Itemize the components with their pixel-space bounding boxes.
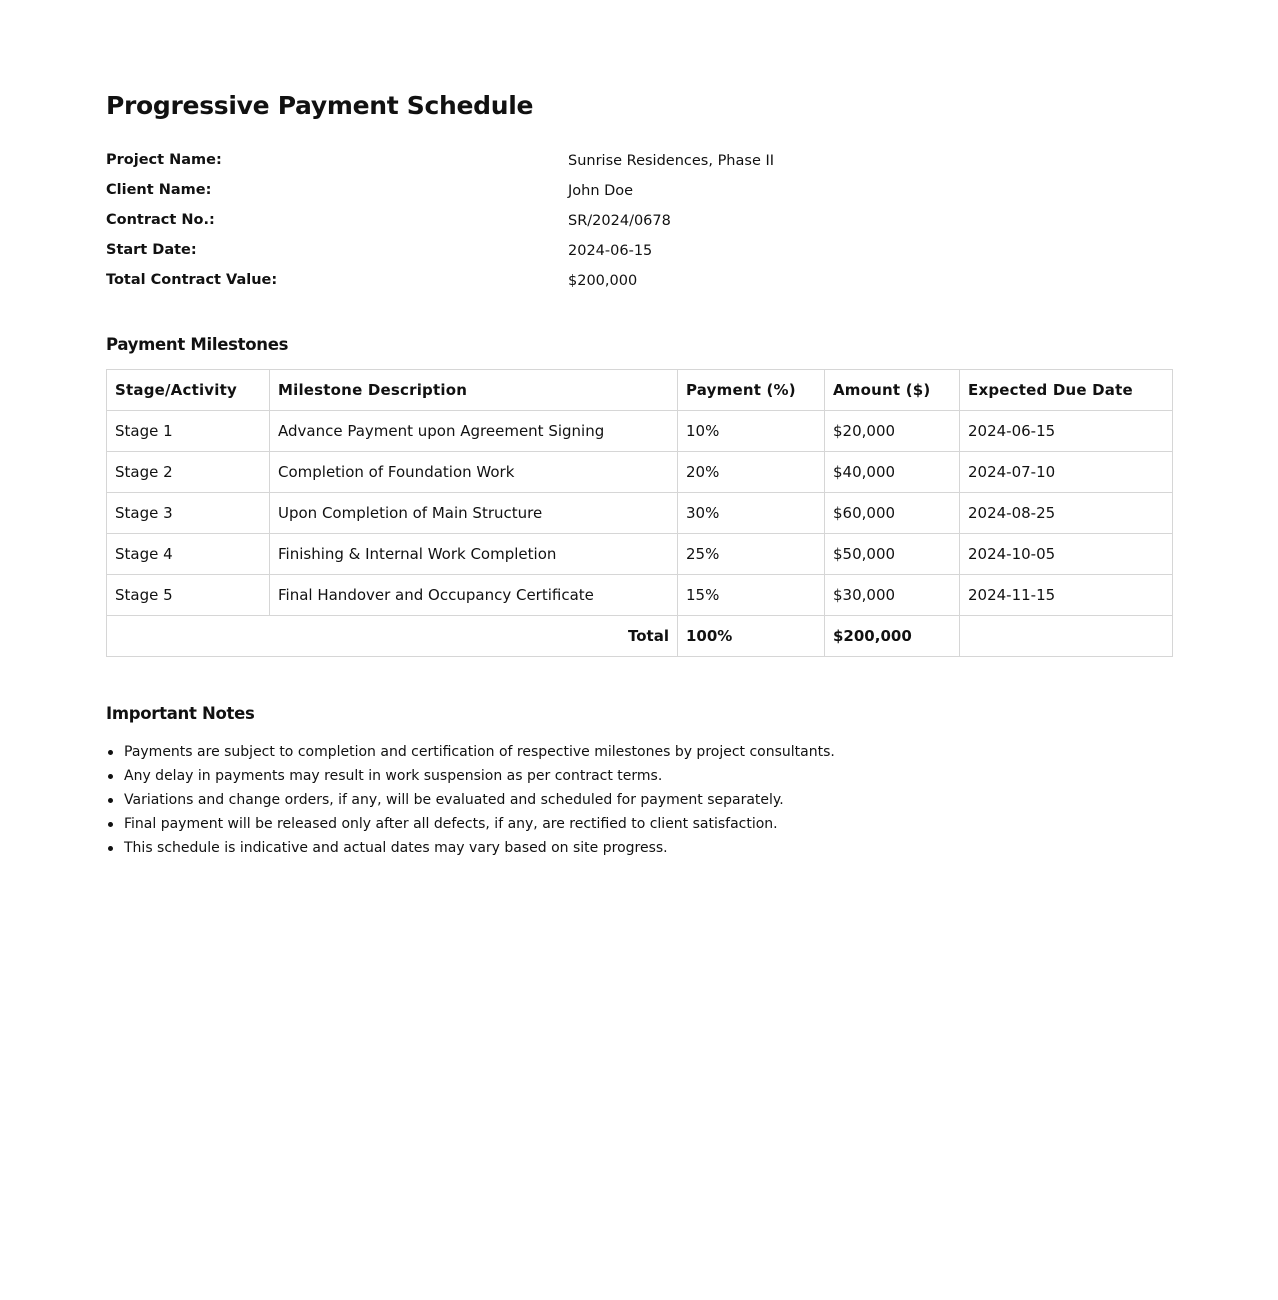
client-name-label: Client Name: <box>106 182 212 198</box>
table-row <box>107 411 1173 452</box>
bullet-icon <box>108 798 113 803</box>
column-header-due-date: Expected Due Date <box>960 370 1173 411</box>
description-cell: Advance Payment upon Agreement Signing <box>270 411 678 452</box>
info-row-start-date <box>106 235 1172 265</box>
bullet-icon <box>108 822 113 827</box>
info-row-total-value <box>106 265 1172 295</box>
note-text: This schedule is indicative and actual dates may vary based on site progress. <box>124 840 668 856</box>
milestones-table <box>106 369 1173 657</box>
total-label: Total <box>107 616 678 657</box>
total-value-value: $200,000 <box>568 273 638 289</box>
percent-cell: 20% <box>678 452 825 493</box>
project-info <box>106 145 1172 295</box>
total-value-label: Total Contract Value: <box>106 272 278 288</box>
info-row-client-name <box>106 175 1172 205</box>
amount-cell: $50,000 <box>825 534 960 575</box>
table-row <box>107 452 1173 493</box>
description-cell: Upon Completion of Main Structure <box>270 493 678 534</box>
percent-cell: 15% <box>678 575 825 616</box>
list-item <box>106 836 1172 860</box>
due-date-cell: 2024-07-10 <box>960 452 1173 493</box>
start-date-value: 2024-06-15 <box>568 243 653 259</box>
list-item <box>106 764 1172 788</box>
info-row-project-name <box>106 145 1172 175</box>
list-item <box>106 812 1172 836</box>
due-date-cell: 2024-08-25 <box>960 493 1173 534</box>
project-name-label: Project Name: <box>106 152 222 168</box>
due-date-cell: 2024-10-05 <box>960 534 1173 575</box>
notes-heading: Important Notes <box>106 704 255 723</box>
amount-cell: $60,000 <box>825 493 960 534</box>
total-row <box>107 616 1173 657</box>
stage-cell: Stage 4 <box>107 534 270 575</box>
stage-cell: Stage 3 <box>107 493 270 534</box>
column-header-description: Milestone Description <box>270 370 678 411</box>
stage-cell: Stage 2 <box>107 452 270 493</box>
stage-cell: Stage 5 <box>107 575 270 616</box>
bullet-icon <box>108 774 113 779</box>
page-title: Progressive Payment Schedule <box>106 91 534 120</box>
notes-list <box>106 740 1172 860</box>
column-header-amount: Amount ($) <box>825 370 960 411</box>
table-row <box>107 493 1173 534</box>
bullet-icon <box>108 846 113 851</box>
percent-cell: 30% <box>678 493 825 534</box>
amount-cell: $20,000 <box>825 411 960 452</box>
contract-no-label: Contract No.: <box>106 212 215 228</box>
list-item <box>106 740 1172 764</box>
description-cell: Finishing & Internal Work Completion <box>270 534 678 575</box>
column-header-payment-percent: Payment (%) <box>678 370 825 411</box>
amount-cell: $40,000 <box>825 452 960 493</box>
total-percent: 100% <box>678 616 825 657</box>
amount-cell: $30,000 <box>825 575 960 616</box>
client-name-value: John Doe <box>568 183 634 199</box>
start-date-label: Start Date: <box>106 242 197 258</box>
project-name-value: Sunrise Residences, Phase II <box>568 153 775 169</box>
note-text: Variations and change orders, if any, will be evaluated and scheduled for payment separately. <box>124 792 784 808</box>
table-header-row <box>107 370 1173 411</box>
description-cell: Completion of Foundation Work <box>270 452 678 493</box>
column-header-stage: Stage/Activity <box>107 370 270 411</box>
note-text: Any delay in payments may result in work suspension as per contract terms. <box>124 768 663 784</box>
description-cell: Final Handover and Occupancy Certificate <box>270 575 678 616</box>
list-item <box>106 788 1172 812</box>
contract-no-value: SR/2024/0678 <box>568 213 671 229</box>
percent-cell: 10% <box>678 411 825 452</box>
table-row <box>107 575 1173 616</box>
total-amount: $200,000 <box>825 616 960 657</box>
due-date-cell: 2024-11-15 <box>960 575 1173 616</box>
stage-cell: Stage 1 <box>107 411 270 452</box>
milestones-heading: Payment Milestones <box>106 335 289 354</box>
total-due-date <box>960 616 1173 657</box>
percent-cell: 25% <box>678 534 825 575</box>
info-row-contract-no <box>106 205 1172 235</box>
due-date-cell: 2024-06-15 <box>960 411 1173 452</box>
table-row <box>107 534 1173 575</box>
note-text: Final payment will be released only after all defects, if any, are rectified to client satisfaction. <box>124 816 778 832</box>
bullet-icon <box>108 750 113 755</box>
note-text: Payments are subject to completion and certification of respective milestones by project consultants. <box>124 744 835 760</box>
